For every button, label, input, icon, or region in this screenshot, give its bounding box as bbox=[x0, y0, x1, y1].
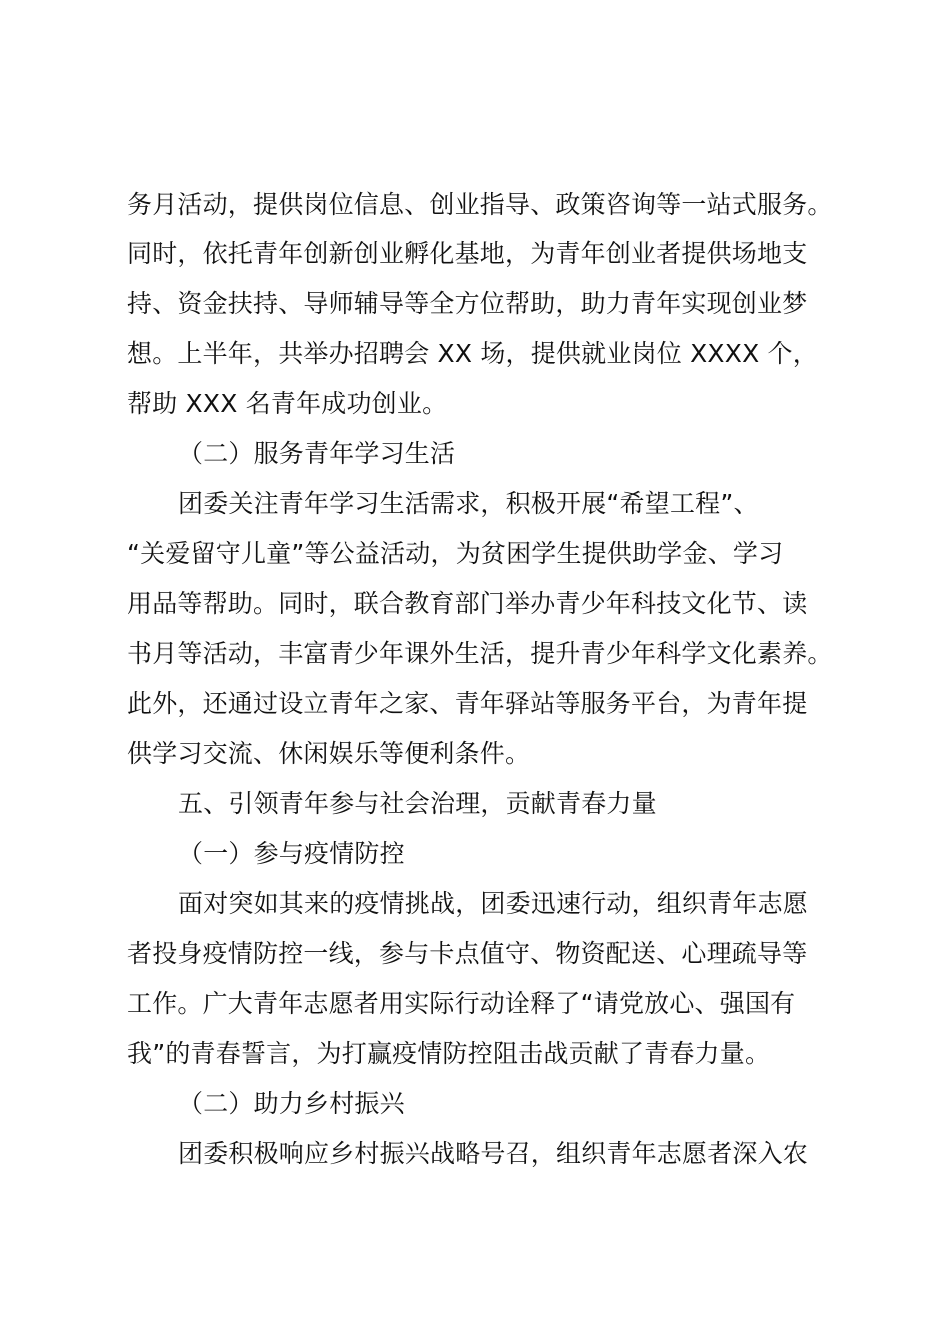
paragraph-line: 此外，还通过设立青年之家、青年驿站等服务平台，为青年提 bbox=[127, 689, 808, 718]
section-heading: （二）服务青年学习生活 bbox=[178, 439, 456, 468]
paragraph-line: 工作。广大青年志愿者用实际行动诠释了“请党放心、强国有 bbox=[127, 989, 796, 1018]
paragraph-line: 者投身疫情防控一线，参与卡点值守、物资配送、心理疏导等 bbox=[127, 939, 808, 968]
paragraph-line: 用品等帮助。同时，联合教育部门举办青少年科技文化节、读 bbox=[127, 589, 808, 618]
paragraph-line: “关爱留守儿童”等公益活动，为贫困学生提供助学金、学习 bbox=[127, 539, 784, 568]
paragraph-line: 帮助 XXX 名青年成功创业。 bbox=[127, 389, 448, 418]
paragraph-line: 团委积极响应乡村振兴战略号召，组织青年志愿者深入农 bbox=[178, 1139, 809, 1168]
paragraph-line: 供学习交流、休闲娱乐等便利条件。 bbox=[127, 739, 531, 768]
paragraph-line: 团委关注青年学习生活需求，积极开展“希望工程”、 bbox=[178, 489, 759, 518]
paragraph-line: 想。上半年，共举办招聘会 XX 场，提供就业岗位 XXXX 个， bbox=[127, 339, 818, 368]
paragraph-line: 持、资金扶持、导师辅导等全方位帮助，助力青年实现创业梦 bbox=[127, 289, 808, 318]
paragraph-line: 书月等活动，丰富青少年课外生活，提升青少年科学文化素养。 bbox=[127, 639, 833, 668]
paragraph-line: 我”的青春誓言，为打赢疫情防控阻击战贡献了青春力量。 bbox=[127, 1039, 771, 1068]
paragraph-line: 面对突如其来的疫情挑战，团委迅速行动，组织青年志愿 bbox=[178, 889, 809, 918]
section-heading: （二）助力乡村振兴 bbox=[178, 1089, 405, 1118]
section-heading: （一）参与疫情防控 bbox=[178, 839, 405, 868]
paragraph-line: 务月活动，提供岗位信息、创业指导、政策咨询等一站式服务。 bbox=[127, 190, 833, 219]
chapter-heading: 五、引领青年参与社会治理，贡献青春力量 bbox=[178, 789, 657, 818]
paragraph-line: 同时，依托青年创新创业孵化基地，为青年创业者提供场地支 bbox=[127, 239, 808, 268]
